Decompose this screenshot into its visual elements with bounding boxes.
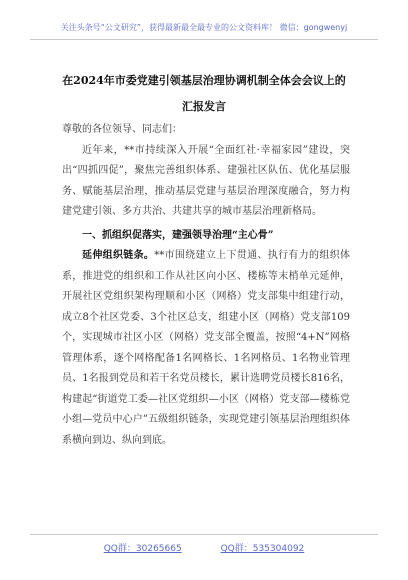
qq-group-link-1[interactable]: QQ群：30265665 (103, 544, 182, 554)
paragraph-lead: 延伸组织链条。 (82, 250, 155, 261)
section-heading: 一、抓组织促落实，建强领导治理“主心骨” (82, 229, 274, 241)
title-line-1: 在2024年市委党建引领基层治理协调机制全体会会议上的 (62, 74, 346, 87)
page-footer (30, 534, 378, 554)
document-title (40, 68, 368, 120)
paragraph-body: **市围绕建立上下贯通、执行有力的组织体系，推进党的组织和工作从社区向小区、楼栋等末梢单元延伸，开展社区党组织架构理顺和小区（网格）党支部集中组建行动，成立8个社区党委、3个社区总支，组建小区（网格）党支部109个，实现城市社区小区（网格）党支部全覆盖，按照“4+N”网格管理体系，逐个网格配备1名网格长、1名网格员、1名物业管理员、1名报到党员和若干名党员楼长，累计选聘党员楼长816名，构建起“街道党工委—社区党组织—小区（网格）党支部—楼栋党小组—党员中心户”五级组织链条，实现党建引领基层治理组织体系横向到边、纵向到底。 (62, 250, 351, 446)
intro-paragraph: 近年来，**市持续深入开展“全面红社·幸福家园”建设，突出“四抓四促”，聚焦完善组织体系、建强社区队伍、优化基层服务、赋能基层治理，推动基层党建与基层治理深度融合，努力构建党建引领、多方共治、共建共享的城市基层治理新格局。 (62, 144, 350, 217)
salutation: 尊敬的各位领导、同志们： (62, 124, 182, 135)
page-header-banner: 关注头条号“公文研究”，获得最新最全最专业的公文资料库！ 微信：gongwenyj (30, 22, 378, 40)
qq-group-link-2[interactable]: QQ群：535304092 (220, 544, 305, 554)
paragraph-1 (62, 246, 350, 451)
document-body (62, 120, 350, 451)
title-line-2: 汇报发言 (182, 100, 226, 113)
